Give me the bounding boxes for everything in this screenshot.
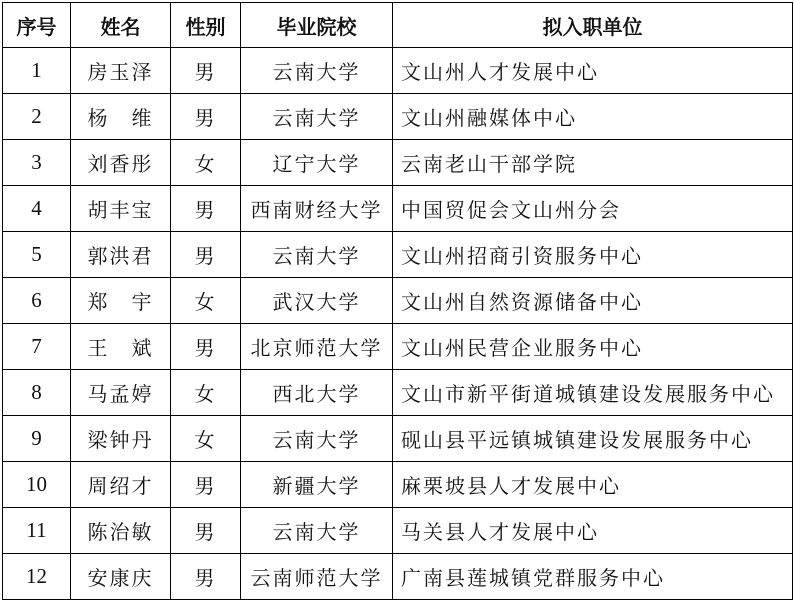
cell-gender: 男: [171, 462, 241, 508]
cell-seq: 1: [3, 48, 71, 94]
cell-name: 马孟婷: [71, 370, 171, 416]
cell-unit: 广南县莲城镇党群服务中心: [393, 554, 793, 600]
cell-name: 胡丰宝: [71, 186, 171, 232]
cell-seq: 3: [3, 140, 71, 186]
cell-unit: 文山市新平街道城镇建设发展服务中心: [393, 370, 793, 416]
table-row: [3, 186, 793, 232]
cell-school: 武汉大学: [241, 278, 393, 324]
cell-school: 云南大学: [241, 416, 393, 462]
cell-gender: 男: [171, 48, 241, 94]
cell-gender: 女: [171, 140, 241, 186]
cell-name: 安康庆: [71, 554, 171, 600]
cell-unit: 麻栗坡县人才发展中心: [393, 462, 793, 508]
cell-unit: 文山州民营企业服务中心: [393, 324, 793, 370]
cell-seq: 11: [3, 508, 71, 554]
header-name: 姓名: [71, 3, 171, 48]
cell-seq: 10: [3, 462, 71, 508]
cell-gender: 男: [171, 186, 241, 232]
cell-seq: 12: [3, 554, 71, 600]
cell-unit: 中国贸促会文山州分会: [393, 186, 793, 232]
cell-name: 刘香彤: [71, 140, 171, 186]
table-row: [3, 324, 793, 370]
cell-school: 新疆大学: [241, 462, 393, 508]
cell-gender: 男: [171, 324, 241, 370]
cell-name: 陈治敏: [71, 508, 171, 554]
cell-name: 梁钟丹: [71, 416, 171, 462]
cell-school: 云南大学: [241, 94, 393, 140]
cell-gender: 男: [171, 232, 241, 278]
table-row: [3, 232, 793, 278]
cell-seq: 7: [3, 324, 71, 370]
table-row: [3, 370, 793, 416]
cell-school: 云南大学: [241, 508, 393, 554]
cell-name: 杨 维: [71, 94, 171, 140]
header-unit: 拟入职单位: [393, 3, 793, 48]
table-row: [3, 48, 793, 94]
cell-name: 房玉泽: [71, 48, 171, 94]
cell-unit: 文山州融媒体中心: [393, 94, 793, 140]
cell-name: 郑 宇: [71, 278, 171, 324]
table-body: [3, 48, 793, 600]
table-row: [3, 140, 793, 186]
cell-gender: 女: [171, 416, 241, 462]
cell-unit: 马关县人才发展中心: [393, 508, 793, 554]
cell-name: 王 斌: [71, 324, 171, 370]
header-school: 毕业院校: [241, 3, 393, 48]
cell-school: 西北大学: [241, 370, 393, 416]
table-row: [3, 278, 793, 324]
cell-seq: 4: [3, 186, 71, 232]
cell-seq: 8: [3, 370, 71, 416]
cell-unit: 云南老山干部学院: [393, 140, 793, 186]
table-row: [3, 554, 793, 600]
header-seq: 序号: [3, 3, 71, 48]
cell-school: 云南大学: [241, 232, 393, 278]
table-row: [3, 94, 793, 140]
cell-seq: 2: [3, 94, 71, 140]
cell-school: 西南财经大学: [241, 186, 393, 232]
cell-unit: 文山州自然资源储备中心: [393, 278, 793, 324]
cell-name: 周绍才: [71, 462, 171, 508]
table-row: [3, 508, 793, 554]
cell-unit: 砚山县平远镇城镇建设发展服务中心: [393, 416, 793, 462]
cell-gender: 男: [171, 554, 241, 600]
cell-name: 郭洪君: [71, 232, 171, 278]
table-header: [3, 3, 793, 48]
header-gender: 性别: [171, 3, 241, 48]
table-row: [3, 416, 793, 462]
cell-unit: 文山州人才发展中心: [393, 48, 793, 94]
table-row: [3, 462, 793, 508]
cell-school: 云南师范大学: [241, 554, 393, 600]
cell-gender: 女: [171, 370, 241, 416]
cell-gender: 男: [171, 508, 241, 554]
cell-gender: 女: [171, 278, 241, 324]
cell-seq: 5: [3, 232, 71, 278]
cell-school: 云南大学: [241, 48, 393, 94]
cell-school: 辽宁大学: [241, 140, 393, 186]
recruitment-table: [2, 2, 793, 600]
header-row: [3, 3, 793, 48]
cell-unit: 文山州招商引资服务中心: [393, 232, 793, 278]
cell-school: 北京师范大学: [241, 324, 393, 370]
cell-seq: 9: [3, 416, 71, 462]
cell-gender: 男: [171, 94, 241, 140]
cell-seq: 6: [3, 278, 71, 324]
